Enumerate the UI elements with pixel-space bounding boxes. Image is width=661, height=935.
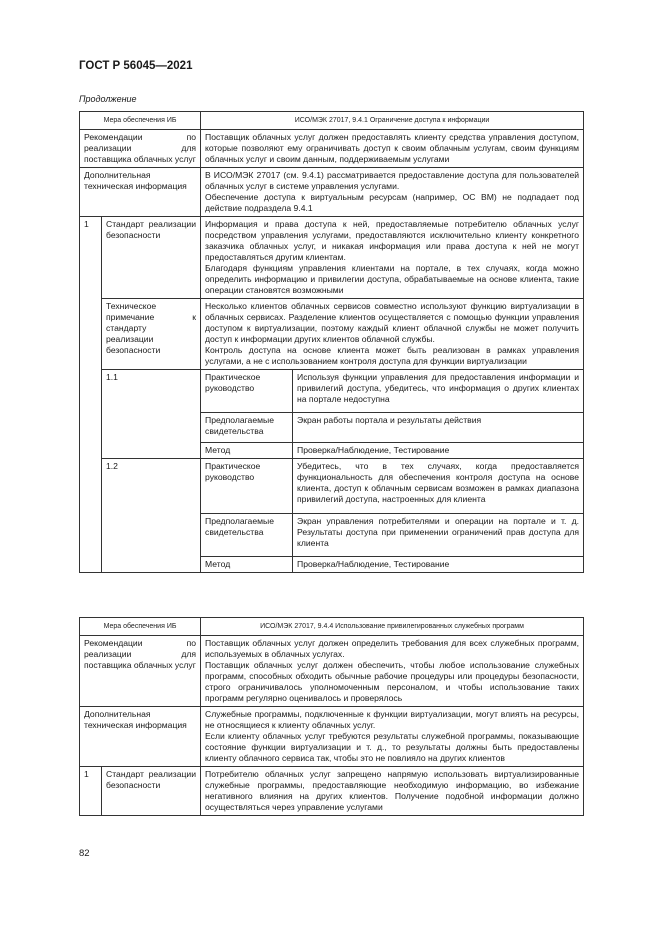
cell-text: Экран работы портала и результаты действия: [293, 413, 584, 443]
table-row: [80, 370, 584, 413]
table-row: [80, 459, 584, 514]
cell-label: Предполагаемые свидетельства: [201, 413, 293, 443]
paragraph: Поставщик облачных услуг должен определить требования для всех служебных программ, используемых в облачных услугах.: [205, 638, 580, 659]
header-control: ИСО/МЭК 27017, 9.4.4 Использование привилегированных служебных программ: [201, 618, 584, 636]
paragraph: Информация и права доступа к ней, предоставляемые потребителю облачных услуг посредством управления услугами, предоставляются исключительно клиенту конкретного заказчика облачных услуг, и никакая информация или права доступа к ней не могут предоставляться другим клиентам.: [205, 219, 580, 262]
table-row: [80, 168, 584, 217]
paragraph: Несколько клиентов облачных сервисов совместно используют функцию виртуализации в облачных сервисах. Разделение клиентов осуществляется с помощью функции управления доступом к виртуализации, поэтому каждый клиент облачной службы не может получить доступ к информации других клиентов облачной службы.: [205, 301, 580, 344]
row-label: Рекомендации по реализации для поставщика облачных услуг: [80, 130, 201, 168]
cell-label: Предполагаемые свидетельства: [201, 514, 293, 557]
subsection-number: 1.2: [102, 459, 201, 573]
table-row: [80, 130, 584, 168]
paragraph: Поставщик облачных услуг должен обеспечить, чтобы любое использование служебных программ, способных обходить обычные рабочие процедуры или процедуры безопасности, строго ограничивалось уполномоченным персоналом, и чтобы использование таких программ регулярно оценивалось и проверялось: [205, 660, 580, 703]
row-label: Техническое примечание к стандарту реализации безопасности: [102, 299, 201, 370]
row-text: Потребителю облачных услуг запрещено напрямую использовать виртуализированные служебные программы, предоставляющие необходимую информацию, во избежание негативного влияния на других клиентов. Получение подобной информации должно осуществляться через управление услугами: [201, 767, 584, 816]
cell-label: Метод: [201, 557, 293, 573]
table-header-row: [80, 618, 584, 636]
row-label: Рекомендации по реализации для поставщика облачных услуг: [80, 636, 201, 707]
paragraph: Служебные программы, подключенные к функции виртуализации, могут влиять на ресурсы, не относящиеся к клиенту облачных услуг.: [205, 709, 580, 730]
table-row: [80, 707, 584, 767]
cell-text: Проверка/Наблюдение, Тестирование: [293, 443, 584, 459]
paragraph: В ИСО/МЭК 27017 (см. 9.4.1) рассматривается предоставление доступа для пользователей облачных услуг в системе управления услугами.: [205, 170, 580, 191]
row-number: 1: [80, 767, 102, 816]
paragraph: Если клиенту облачных услуг требуются результаты служебной программы, показывающие состояние функции виртуализации и т. д., то результаты должны быть предоставлены клиенту облачного сервиса так, чтобы это не повлияло на других клиентов: [205, 731, 580, 763]
table-row: [80, 636, 584, 707]
cell-text: Экран управления потребителями и операции на портале и т. д. Результаты доступа при применении ограничений прав доступа для клиента: [293, 514, 584, 557]
cell-text: Убедитесь, что в тех случаях, когда предоставляется функциональность для обеспечения контроля доступа на основе клиента, доступ к облачным сервисам возможен в рамках диапазона привилегий доступа, настроенных для клиента: [293, 459, 584, 514]
row-text: [201, 707, 584, 767]
row-text: Поставщик облачных услуг должен предоставлять клиенту средства управления доступом, которые позволяют ему ограничивать доступ к своим облачным услугам, своим функциям облачных услуг и своим данным, поддерживаемым услугами: [201, 130, 584, 168]
table-row: [80, 217, 584, 299]
cell-label: Метод: [201, 443, 293, 459]
cell-text: Проверка/Наблюдение, Тестирование: [293, 557, 584, 573]
table-header-row: [80, 112, 584, 130]
header-measure: Мера обеспечения ИБ: [80, 618, 201, 636]
row-text: [201, 168, 584, 217]
paragraph: Обеспечение доступа к виртуальным ресурсам (например, ОС ВМ) не подпадает под действие подраздела 9.4.1: [205, 192, 580, 213]
table-access-restriction: [79, 111, 584, 573]
document-header: ГОСТ Р 56045—2021: [79, 60, 193, 72]
paragraph: Благодаря функциям управления клиентами на портале, в тех случаях, когда можно определить информацию и привилегии доступа, обрабатываемые на основе клиента, такие операции становятся возможными: [205, 263, 580, 295]
subsection-number: 1.1: [102, 370, 201, 459]
header-measure: Мера обеспечения ИБ: [80, 112, 201, 130]
header-control: ИСО/МЭК 27017, 9.4.1 Ограничение доступа к информации: [201, 112, 584, 130]
cell-label: Практическое руководство: [201, 459, 293, 514]
row-label: Стандарт реализации безопасности: [102, 217, 201, 299]
row-text: [201, 217, 584, 299]
table-row: [80, 299, 584, 370]
table-row: [80, 767, 584, 816]
row-label: Дополнительная техническая информация: [80, 168, 201, 217]
cell-text: Используя функции управления для предоставления информации и привилегий доступа, убедитесь, что информация о других клиентах на портале недоступна: [293, 370, 584, 413]
row-text: [201, 299, 584, 370]
row-label: Стандарт реализации безопасности: [102, 767, 201, 816]
row-number: 1: [80, 217, 102, 573]
row-label: Дополнительная техническая информация: [80, 707, 201, 767]
continuation-label: Продолжение: [79, 94, 137, 104]
row-text: [201, 636, 584, 707]
page-number: 82: [79, 848, 90, 859]
paragraph: Контроль доступа на основе клиента может быть реализован в рамках управления услугами, а не с использованием контроля доступа для функции виртуализации: [205, 345, 580, 366]
table-privileged-utilities: [79, 617, 584, 816]
cell-label: Практическое руководство: [201, 370, 293, 413]
